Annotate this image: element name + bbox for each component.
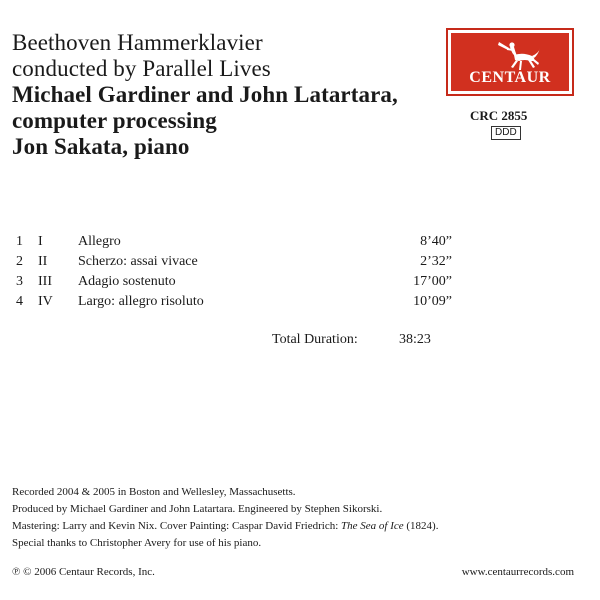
track-title: Scherzo: assai vivace: [78, 254, 198, 269]
track-duration: 17’00”: [413, 274, 452, 289]
website-url: www.centaurrecords.com: [461, 566, 574, 578]
movement-number: III: [38, 274, 52, 289]
processing-role: computer processing: [12, 108, 217, 133]
movement-number: II: [38, 254, 48, 269]
track-duration: 2’32”: [420, 254, 452, 269]
track-number: 2: [16, 254, 23, 269]
track-duration: 8’40”: [420, 234, 452, 249]
thanks-credit: Special thanks to Christopher Avery for use of his piano.: [12, 537, 262, 549]
format-badge: DDD: [491, 126, 521, 140]
header-credits: [12, 30, 432, 160]
track-title: Adagio sostenuto: [78, 274, 176, 289]
logo-label: CENTAUR: [469, 69, 551, 86]
copyright-notice: ℗ © 2006 Centaur Records, Inc.: [12, 566, 155, 578]
total-duration-label: Total Duration:: [272, 332, 358, 347]
track-number: 1: [16, 234, 23, 249]
pianist-credit: Jon Sakata, piano: [12, 134, 190, 159]
track-row: [12, 294, 452, 314]
producer-credit: Produced by Michael Gardiner and John Latartara. Engineered by Stephen Sikorski.: [12, 503, 383, 515]
track-row: [12, 274, 452, 294]
mastering-text: Mastering: Larry and Kevin Nix. Cover Painting: Caspar David Friedrich:: [12, 520, 342, 532]
track-number: 4: [16, 294, 23, 309]
track-number: 3: [16, 274, 23, 289]
movement-number: I: [38, 234, 43, 249]
catalog-number: CRC 2855: [470, 108, 528, 123]
painting-title: The Sea of Ice: [341, 520, 404, 532]
track-title: Allegro: [78, 234, 121, 249]
album-subtitle: conducted by Parallel Lives: [12, 56, 271, 81]
total-duration-value: 38:23: [399, 332, 431, 347]
track-duration: 10’09”: [413, 294, 452, 309]
processing-credit: Michael Gardiner and John Latartara,: [12, 82, 398, 107]
track-row: [12, 254, 452, 274]
mastering-credit: [12, 518, 582, 535]
centaur-logo: [446, 28, 574, 96]
track-row: [12, 234, 452, 254]
recording-credit: Recorded 2004 & 2005 in Boston and Wellesley, Massachusetts.: [12, 486, 296, 498]
track-title: Largo: allegro risoluto: [78, 294, 204, 309]
movement-number: IV: [38, 294, 53, 309]
production-credits: [12, 484, 582, 552]
painting-year: (1824).: [403, 520, 439, 532]
track-list: [12, 234, 452, 314]
album-title: Beethoven Hammerklavier: [12, 30, 263, 55]
